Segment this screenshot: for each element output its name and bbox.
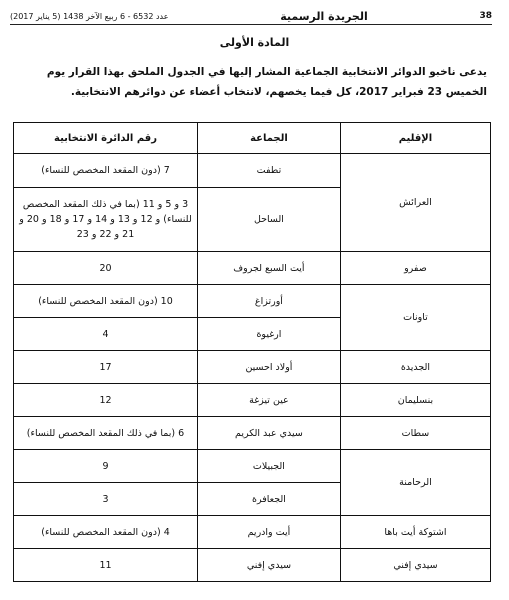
table-header-row <box>14 123 491 154</box>
districts-table <box>13 122 491 582</box>
table-row <box>14 351 491 384</box>
province-cell: بنسليمان <box>340 384 490 417</box>
issue-info: عدد 6532 - 6 ربيع الآخر 1438 (5 يناير 2017) <box>10 11 169 21</box>
province-cell: الرحامنة <box>340 450 490 516</box>
header-commune: الجماعة <box>197 123 340 154</box>
table-body <box>14 154 491 582</box>
district-cell: 9 <box>14 450 198 483</box>
table-row <box>14 285 491 318</box>
header-province: الإقليم <box>340 123 490 154</box>
district-cell: 11 <box>14 549 198 582</box>
province-cell: الجديدة <box>340 351 490 384</box>
district-cell: 4 (دون المقعد المخصص للنساء) <box>14 516 198 549</box>
province-cell: تاونات <box>340 285 490 351</box>
district-cell: 17 <box>14 351 198 384</box>
commune-cell: تطفت <box>197 154 340 188</box>
commune-cell: ارغيوة <box>197 318 340 351</box>
commune-cell: الجعافرة <box>197 483 340 516</box>
page-number: 38 <box>479 11 492 21</box>
commune-cell: سيدي عبد الكريم <box>197 417 340 450</box>
province-cell: سيدي إفني <box>340 549 490 582</box>
commune-cell: أورتزاغ <box>197 285 340 318</box>
article-title: المادة الأولى <box>219 36 290 49</box>
district-cell: 3 <box>14 483 198 516</box>
district-cell: 3 و 5 و 11 (بما في ذلك المقعد المخصص للنساء) و 12 و 13 و 14 و 17 و 18 و 20 و 21 و 22 و 23 <box>14 188 198 252</box>
table-row <box>14 549 491 582</box>
commune-cell: الساحل <box>197 188 340 252</box>
intro-paragraph: يدعى ناخبو الدوائر الانتخابية الجماعية المشار إليها في الجدول الملحق بهذا القرار يوم الخميس 23 فبراير 2017، كل فيما يخصهم، لانتخاب أعضاء عن دوائرهم الانتخابية. <box>46 66 487 98</box>
district-cell: 20 <box>14 252 198 285</box>
district-cell: 4 <box>14 318 198 351</box>
header-district: رقم الدائرة الانتخابية <box>14 123 198 154</box>
table-row <box>14 516 491 549</box>
commune-cell: الجبيلات <box>197 450 340 483</box>
commune-cell: أيت السبع لجروف <box>197 252 340 285</box>
commune-cell: أولاد احسين <box>197 351 340 384</box>
province-cell: سطات <box>340 417 490 450</box>
province-cell: اشتوكة أيت باها <box>340 516 490 549</box>
commune-cell: أيت وادريم <box>197 516 340 549</box>
district-cell: 12 <box>14 384 198 417</box>
page-header <box>10 8 492 25</box>
district-cell: 10 (دون المقعد المخصص للنساء) <box>14 285 198 318</box>
province-cell: العرائش <box>340 154 490 252</box>
table-row <box>14 450 491 483</box>
district-cell: 7 (دون المقعد المخصص للنساء) <box>14 154 198 188</box>
province-cell: صفرو <box>340 252 490 285</box>
table-row <box>14 252 491 285</box>
district-cell: 6 (بما في ذلك المقعد المخصص للنساء) <box>14 417 198 450</box>
table-row <box>14 384 491 417</box>
table-row <box>14 417 491 450</box>
journal-title: الجريدة الرسمية <box>280 9 368 23</box>
commune-cell: سيدي إفني <box>197 549 340 582</box>
table-row <box>14 154 491 188</box>
commune-cell: عين تيزغة <box>197 384 340 417</box>
